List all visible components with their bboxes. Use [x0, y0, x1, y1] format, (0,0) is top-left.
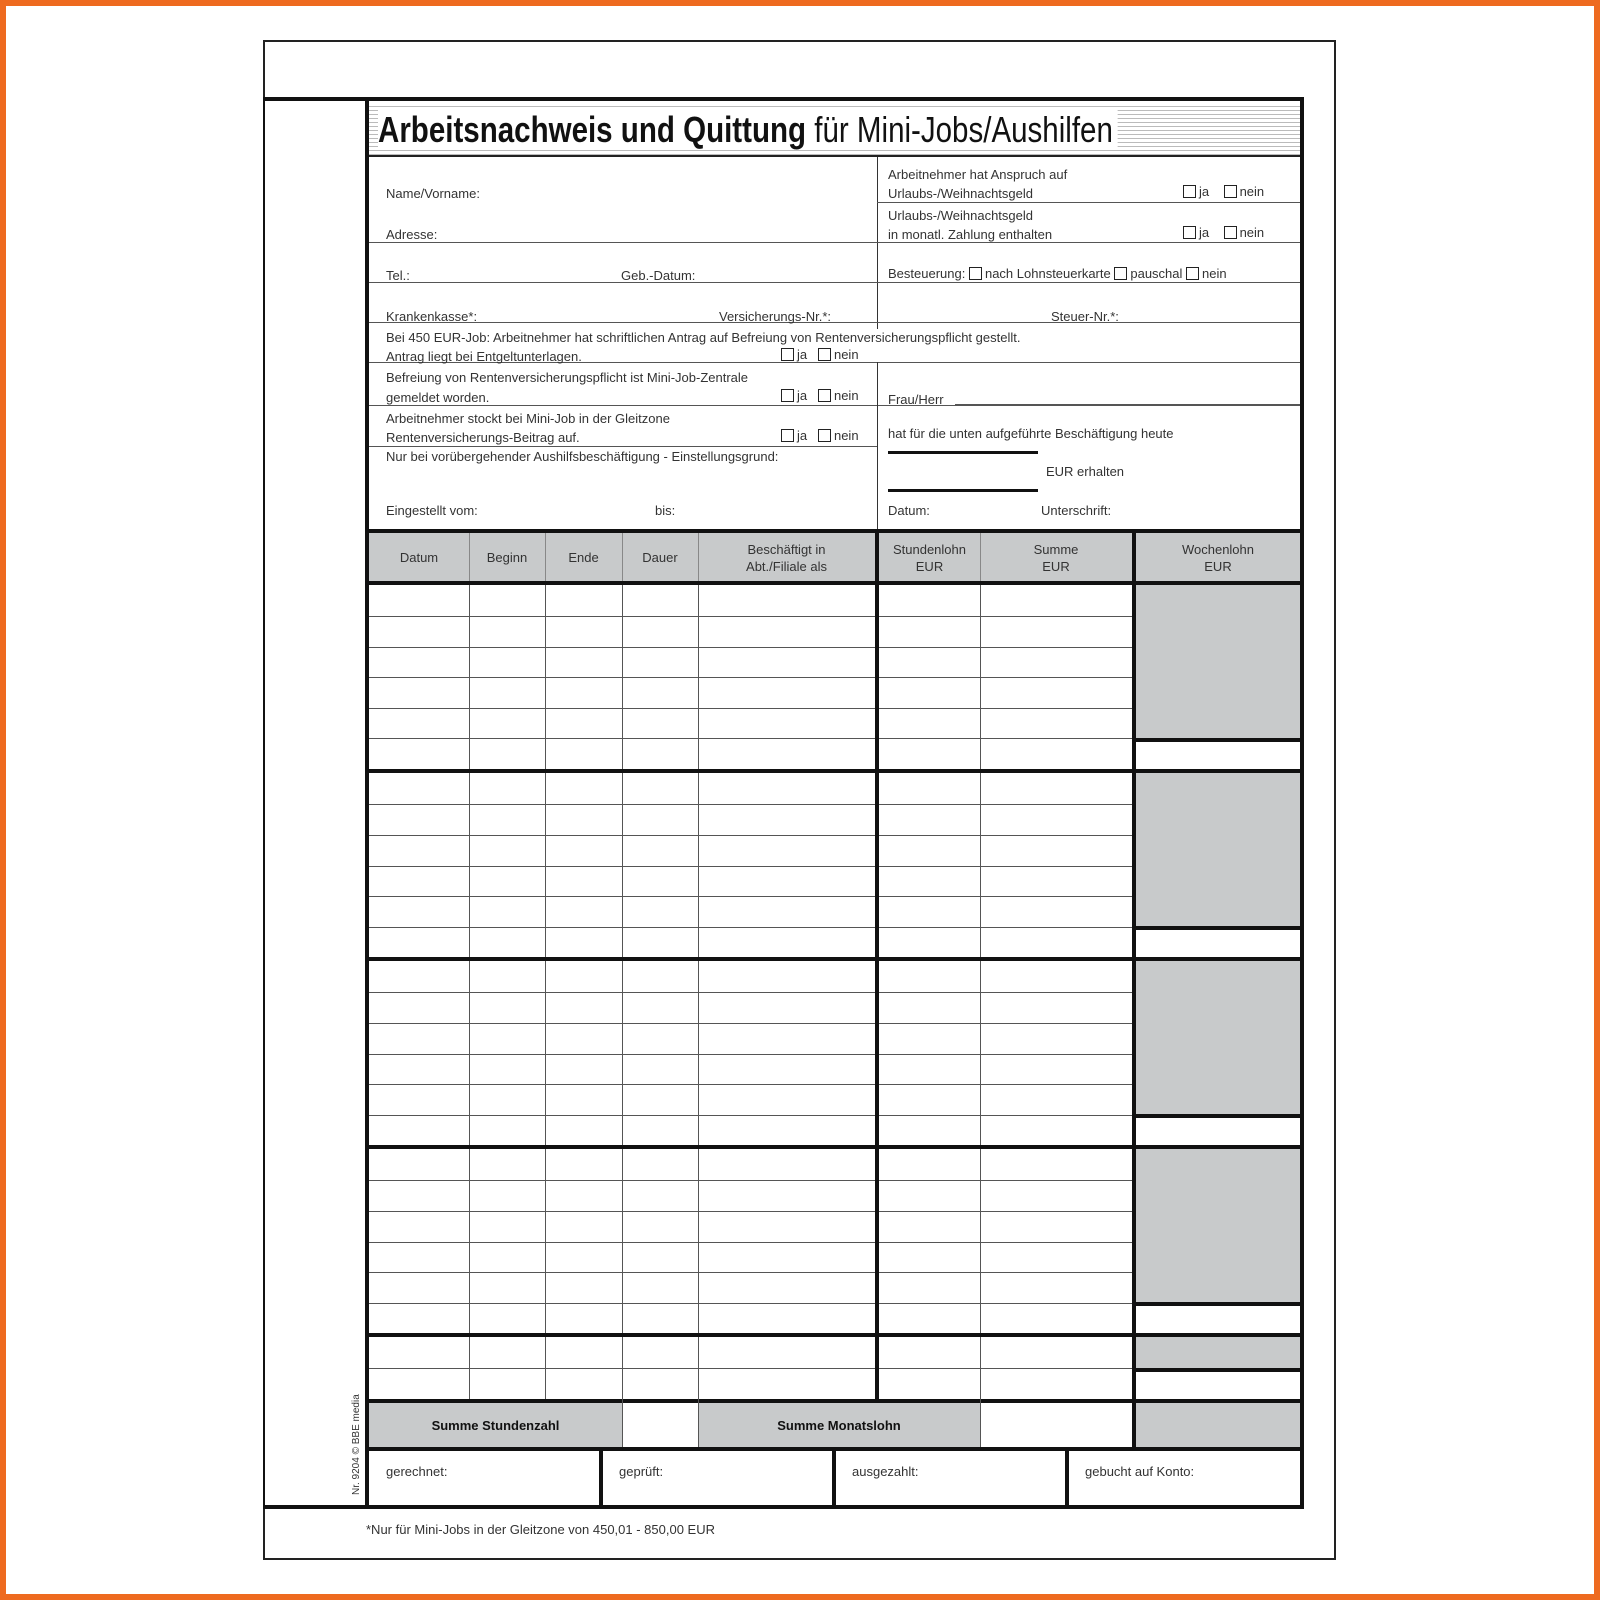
row-line: [369, 1084, 1132, 1085]
col-line: [469, 773, 470, 957]
table-row: [369, 992, 1132, 1023]
col-line: [698, 1337, 699, 1399]
title-regular: für Mini-Jobs/Aushilfen: [814, 109, 1113, 150]
table-row: [369, 677, 1132, 708]
row-line: [369, 804, 1132, 805]
row-line: [369, 1303, 1132, 1304]
margin-left-border: [263, 97, 265, 1508]
enthalten-nein-checkbox[interactable]: [1224, 226, 1237, 239]
col-divider: [875, 1145, 879, 1333]
table-row: [369, 708, 1132, 738]
row-line: [369, 1180, 1132, 1181]
heute-label: hat für die unten aufgeführte Beschäftigung heute: [888, 426, 1174, 441]
col-line: [469, 961, 470, 1145]
wochenlohn-block: [1136, 773, 1300, 926]
header-col-line: [545, 533, 546, 581]
geb-label: Geb.-Datum:: [621, 268, 696, 283]
table-row: [369, 1023, 1132, 1054]
row-line: [369, 647, 1132, 648]
gleitzone-nein-checkbox[interactable]: [818, 429, 831, 442]
col-line: [469, 1149, 470, 1333]
col-dauer-header: Dauer: [642, 550, 678, 565]
table-row: [369, 1180, 1132, 1211]
col-divider: [875, 957, 879, 1145]
col-line: [545, 961, 546, 1145]
footnote: *Nur für Mini-Jobs in der Gleitzone von 450,01 - 850,00 EUR: [366, 1522, 716, 1537]
total-wochenlohn-cell: [1136, 1403, 1300, 1447]
geprueft-label: geprüft:: [619, 1464, 664, 1479]
table-row: [369, 1242, 1132, 1272]
row-line: [369, 835, 1132, 836]
lohnsteuer-checkbox[interactable]: [969, 267, 982, 280]
gleitzone-line2: Rentenversicherungs-Beitrag auf.: [386, 430, 580, 445]
col-divider: [875, 1333, 879, 1399]
col-line: [698, 773, 699, 957]
col-line: [545, 1149, 546, 1333]
enthalten-checks: ja nein: [1183, 225, 1264, 240]
anspruch-checks: ja nein: [1183, 184, 1264, 199]
table-row: [369, 738, 1132, 769]
anspruch-line1: Arbeitnehmer hat Anspruch auf: [888, 167, 1068, 182]
table-row: [369, 896, 1132, 927]
table-row: [369, 1337, 1132, 1368]
form-title: [378, 110, 1118, 150]
befreiung-nein-checkbox[interactable]: [818, 389, 831, 402]
bis-label: bis:: [655, 503, 676, 518]
row-line: [369, 1023, 1132, 1024]
eingestellt-label: Eingestellt vom:: [386, 503, 478, 518]
header-col-divider: [875, 529, 879, 585]
befreiung-line2: gemeldet worden.: [386, 390, 490, 405]
row-line: [369, 1242, 1132, 1243]
wochenlohn-divider: [1132, 1114, 1304, 1118]
row-line: [369, 992, 1132, 993]
col-beginn-header: Beginn: [486, 550, 528, 565]
antrag-line2: Antrag liegt bei Entgeltunterlagen.: [386, 349, 582, 364]
table-row: [369, 647, 1132, 677]
col-line: [980, 961, 981, 1145]
header-col-line: [622, 533, 623, 581]
antrag-line1: Bei 450 EUR-Job: Arbeitnehmer hat schriftlichen Antrag auf Befreiung von Rentenversicherungspflicht gestellt.: [386, 330, 1021, 345]
befreiung-ja-checkbox[interactable]: [781, 389, 794, 402]
wochenlohn-block: [1136, 1337, 1300, 1368]
col-line: [698, 585, 699, 769]
summe-monat-label: Summe Monatslohn: [777, 1418, 901, 1433]
col-line: [622, 961, 623, 1145]
table-row: [369, 1303, 1132, 1333]
table-row: [369, 585, 1132, 616]
krankenkasse-label: Krankenkasse*:: [386, 309, 478, 324]
col-line: [622, 1149, 623, 1333]
name-label: Name/Vorname:: [386, 186, 480, 201]
summe-stunden-label: Summe Stundenzahl: [431, 1418, 560, 1433]
col-line: [698, 1149, 699, 1333]
enthalten-line1: Urlaubs-/Weihnachtsgeld: [888, 208, 1033, 223]
col-summe-header: Summe EUR: [1033, 542, 1079, 574]
row-line: [369, 927, 1132, 928]
col-wochenlohn-header: Wochenlohn EUR: [1181, 542, 1255, 574]
row-line: [369, 1272, 1132, 1273]
table-row: [369, 835, 1132, 866]
wochenlohn-block: [1136, 585, 1300, 738]
gleitzone-checks: ja nein: [781, 428, 859, 443]
col-datum-header: Datum: [399, 550, 439, 565]
adresse-label: Adresse:: [386, 227, 438, 242]
col-line: [622, 585, 623, 769]
form-top-border: [263, 97, 1304, 101]
anspruch-line2: Urlaubs-/Weihnachtsgeld: [888, 186, 1033, 201]
table-row: [369, 804, 1132, 835]
versicherung-label: Versicherungs-Nr.*:: [719, 309, 831, 324]
table-row: [369, 1084, 1132, 1115]
row-line: [369, 677, 1132, 678]
col-line: [622, 1337, 623, 1399]
row-line: [369, 1054, 1132, 1055]
table-row: [369, 1054, 1132, 1084]
row-line: [369, 1368, 1132, 1369]
eur-erhalten-label: EUR erhalten: [1046, 464, 1125, 479]
col-line: [698, 961, 699, 1145]
table-row: [369, 866, 1132, 896]
table-row: [369, 773, 1132, 804]
enthalten-ja-checkbox[interactable]: [1183, 226, 1196, 239]
wochenlohn-block: [1136, 961, 1300, 1114]
aushilf-label: Nur bei vorübergehender Aushilfsbeschäftigung - Einstellungsgrund:: [386, 449, 779, 464]
gleitzone-line1: Arbeitnehmer stockt bei Mini-Job in der Gleitzone: [386, 411, 670, 426]
col-ende-header: Ende: [568, 550, 599, 565]
col-line: [469, 585, 470, 769]
table-row: [369, 616, 1132, 647]
header-col-divider: [1132, 529, 1136, 585]
table-row: [369, 1272, 1132, 1303]
tel-label: Tel.:: [386, 268, 410, 283]
row-line: [369, 1115, 1132, 1116]
table-row: [369, 927, 1132, 957]
wochenlohn-block: [1136, 1149, 1300, 1302]
gleitzone-ja-checkbox[interactable]: [781, 429, 794, 442]
pauschal-checkbox[interactable]: [1114, 267, 1127, 280]
title-bold: Arbeitsnachweis und Quittung: [378, 109, 807, 150]
header-col-line: [698, 533, 699, 581]
row-line: [369, 1211, 1132, 1212]
row-line: [369, 738, 1132, 739]
col-line: [980, 773, 981, 957]
table-row: [369, 1211, 1132, 1242]
antrag-checks: ja nein: [781, 347, 859, 362]
form-bottom-border: [263, 1505, 1304, 1509]
col-line: [545, 1337, 546, 1399]
wochenlohn-divider: [1132, 926, 1304, 930]
header-col-line: [469, 533, 470, 581]
frau-herr-label: Frau/Herr: [888, 392, 944, 407]
gebucht-label: gebucht auf Konto:: [1085, 1464, 1195, 1479]
datum-label: Datum:: [888, 503, 930, 518]
col-line: [980, 1149, 981, 1333]
header-col-line: [980, 533, 981, 581]
besteuerung-row: Besteuerung: nach Lohnsteuerkarte pauschal nein: [888, 266, 1227, 281]
form-right-border: [1300, 97, 1304, 1508]
befreiung-checks: ja nein: [781, 388, 859, 403]
befreiung-line1: Befreiung von Rentenversicherungspflicht ist Mini-Job-Zentrale: [386, 370, 749, 385]
table-row: [369, 1115, 1132, 1145]
steuer-label: Steuer-Nr.*:: [1051, 309, 1119, 324]
table-row: [369, 961, 1132, 992]
antrag-nein-checkbox[interactable]: [818, 348, 831, 361]
besteuerung-nein-checkbox[interactable]: [1186, 267, 1199, 280]
col-line: [545, 585, 546, 769]
unterschrift-label: Unterschrift:: [1041, 503, 1112, 518]
anspruch-ja-checkbox[interactable]: [1183, 185, 1196, 198]
wochenlohn-divider: [1132, 1368, 1304, 1372]
col-stundenlohn-header: Stundenlohn EUR: [892, 542, 966, 574]
col-divider: [875, 769, 879, 957]
row-line: [369, 616, 1132, 617]
anspruch-nein-checkbox[interactable]: [1224, 185, 1237, 198]
row-line: [369, 708, 1132, 709]
col-line: [622, 773, 623, 957]
wochenlohn-divider: [1132, 738, 1304, 742]
col-line: [980, 1337, 981, 1399]
col-divider: [875, 581, 879, 769]
side-code: Nr. 9204 © BBE media: [351, 1394, 362, 1495]
ausgezahlt-label: ausgezahlt:: [852, 1464, 919, 1479]
col-line: [980, 585, 981, 769]
table-row: [369, 1368, 1132, 1399]
col-line: [545, 773, 546, 957]
antrag-ja-checkbox[interactable]: [781, 348, 794, 361]
row-line: [369, 896, 1132, 897]
row-line: [369, 866, 1132, 867]
gerechnet-label: gerechnet:: [386, 1464, 448, 1479]
col-line: [469, 1337, 470, 1399]
wochenlohn-divider: [1132, 1302, 1304, 1306]
col-beschaeftigt-header: Beschäftigt in Abt./Filiale als: [746, 542, 827, 574]
table-row: [369, 1149, 1132, 1180]
enthalten-line2: in monatl. Zahlung enthalten: [888, 227, 1053, 242]
